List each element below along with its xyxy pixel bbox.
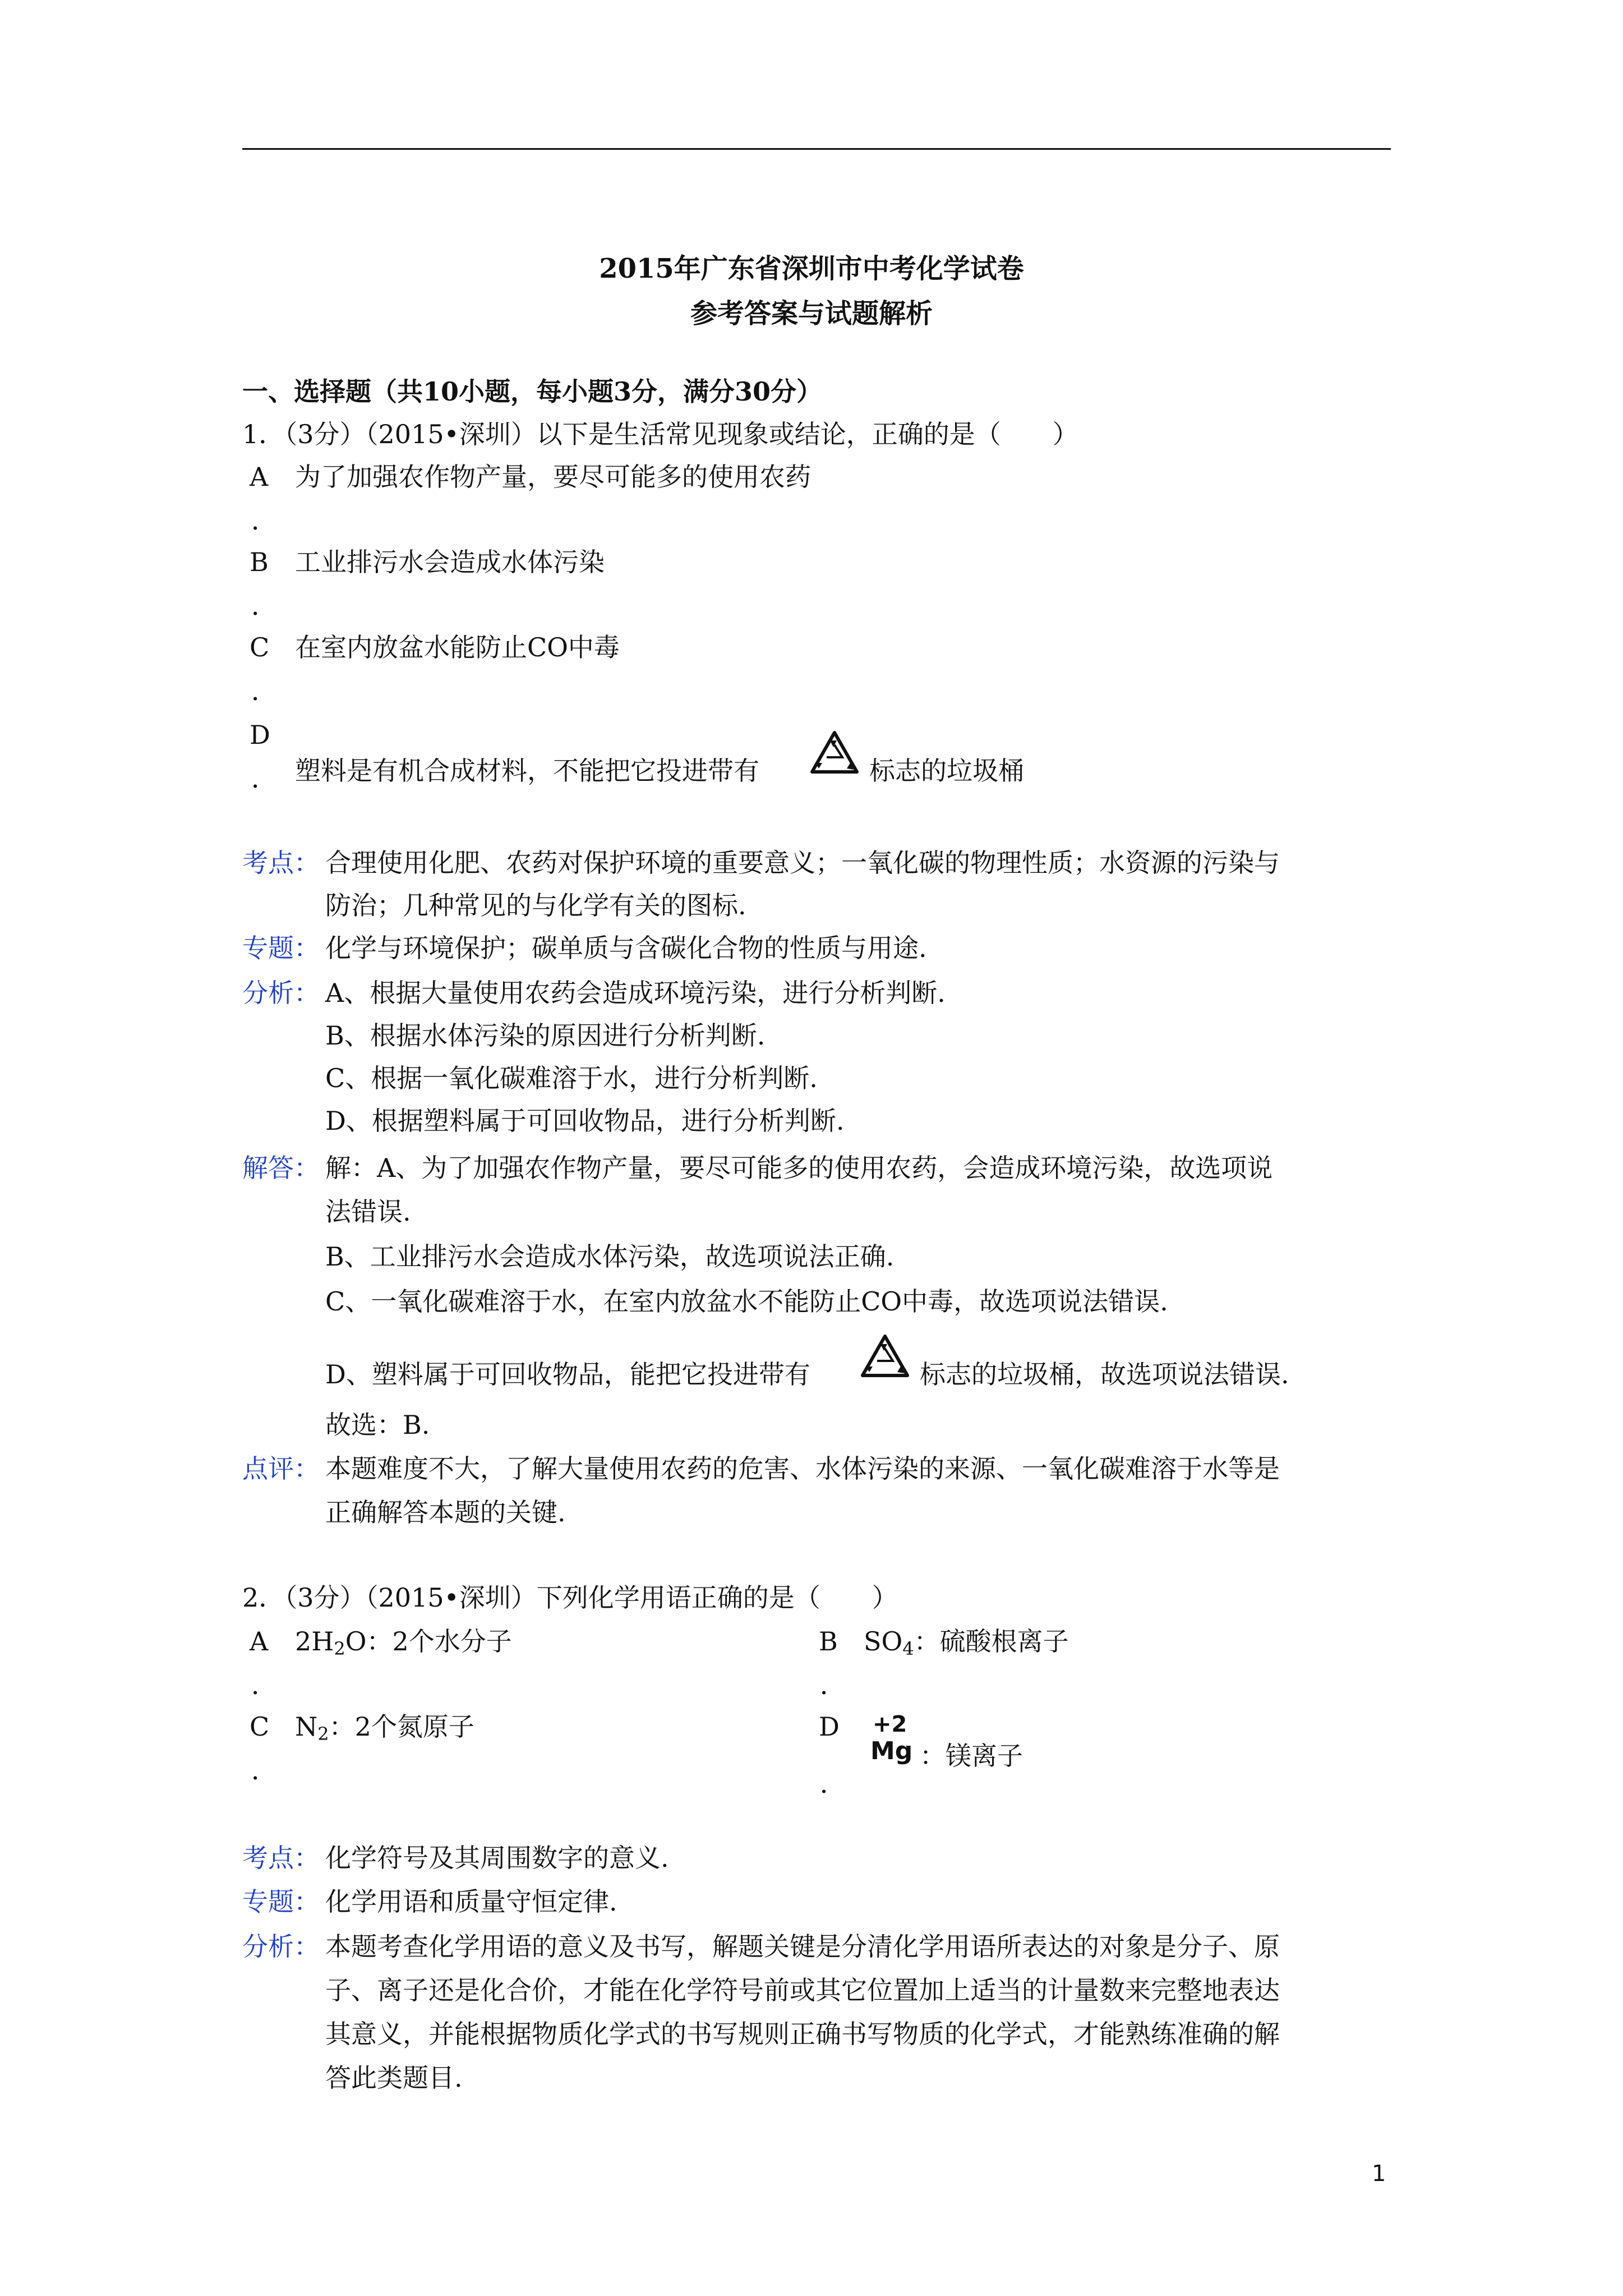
recycle-icon [808, 729, 861, 777]
q1-fenxi-label: 分析： [242, 978, 320, 1008]
header-rule [242, 148, 1391, 150]
q2-option-c-letter: C [250, 1711, 270, 1742]
q1-jieda-d-before: D、塑料属于可回收物品，能把它投进带有 [325, 1359, 810, 1389]
page-title: 2015年广东省深圳市中考化学试卷 [599, 253, 1024, 284]
recycle-icon [858, 1333, 912, 1381]
q2-option-a-dot: ． [251, 1670, 277, 1700]
q2-option-d-text: ：镁离子 [920, 1741, 1023, 1771]
q1-option-c-letter: C [250, 632, 270, 662]
q1-option-d-letter: D [250, 720, 270, 750]
q1-zhuanti-label: 专题： [242, 933, 320, 963]
page-number: 1 [1372, 2161, 1386, 2187]
q1-zhuanti-text: 化学与环境保护；碳单质与含碳化合物的性质与用途. [325, 933, 927, 963]
q1-fenxi-line-3: C、根据一氧化碳难溶于水，进行分析判断. [325, 1063, 818, 1093]
q1-jieda-line-4: C、一氧化碳难溶于水，在室内放盆水不能防止CO中毒，故选项说法错误. [325, 1286, 1168, 1317]
q1-option-a-dot: ． [251, 505, 277, 536]
q1-option-b-letter: B [250, 547, 269, 577]
q2-zhuanti-label: 专题： [242, 1887, 320, 1917]
q1-dianping-label: 点评： [242, 1453, 320, 1484]
q1-option-b-text: 工业排污水会造成水体污染 [295, 547, 605, 577]
q2-option-d-letter: D [819, 1711, 840, 1742]
q1-jieda-label: 解答： [242, 1153, 320, 1183]
q2-fenxi-line-2: 子、离子还是化合价，才能在化学符号前或其它位置加上适当的计量数来完整地表达 [325, 1975, 1280, 2005]
q1-dianping-line-1: 本题难度不大，了解大量使用农药的危害、水体污染的来源、一氧化碳难溶于水等是 [325, 1453, 1280, 1484]
q1-jieda-line-2: 法错误. [325, 1197, 411, 1227]
q1-option-d-dot: ． [251, 763, 277, 794]
q2-fenxi-label: 分析： [242, 1931, 320, 1962]
q1-option-a-letter: A [250, 462, 269, 492]
q2-fenxi-line-3: 其意义，并能根据物质化学式的书写规则正确书写物质的化学式，才能熟练准确的解 [325, 2019, 1280, 2049]
q2-option-c-text: $N_2$：2个氮原子 [295, 1711, 474, 1745]
q1-option-d-text-after: 标志的垃圾桶 [869, 756, 1024, 786]
q2-option-b-dot: ． [820, 1670, 846, 1700]
q1-kaodian-line-2: 防治；几种常见的与化学有关的图标. [325, 890, 746, 921]
question-1-stem: 1．（3分）（2015•深圳）以下是生活常见现象或结论，正确的是（ ） [242, 419, 1078, 449]
q1-kaodian-label: 考点： [242, 848, 320, 878]
q2-option-b-text: $SO_4$：硫酸根离子 [864, 1626, 1069, 1659]
q1-answer: 故选：B. [325, 1410, 430, 1440]
q1-option-b-dot: ． [251, 591, 277, 621]
q1-fenxi-line-2: B、根据水体污染的原因进行分析判断. [325, 1020, 766, 1051]
q2-option-d-element: Mg [870, 1737, 913, 1765]
q2-option-d-charge: +2 [873, 1711, 907, 1737]
q2-option-b-letter: B [819, 1626, 838, 1657]
q1-option-c-text: 在室内放盆水能防止CO中毒 [295, 632, 620, 662]
q1-jieda-d-after: 标志的垃圾桶，故选项说法错误. [920, 1359, 1289, 1389]
q2-option-a-text: $2H_2O$：2个水分子 [295, 1626, 512, 1659]
q2-zhuanti-text: 化学用语和质量守恒定律. [325, 1887, 617, 1917]
section-heading: 一、选择题（共10小题，每小题3分，满分30分） [242, 376, 823, 407]
page-subtitle: 参考答案与试题解析 [690, 298, 933, 329]
q1-dianping-line-2: 正确解答本题的关键. [325, 1497, 566, 1527]
q2-fenxi-line-4: 答此类题目. [325, 2063, 463, 2093]
q1-option-a-text: 为了加强农作物产量，要尽可能多的使用农药 [295, 462, 811, 492]
q1-kaodian-line-1: 合理使用化肥、农药对保护环境的重要意义；一氧化碳的物理性质；水资源的污染与 [325, 848, 1280, 878]
q2-option-d-dot: ． [820, 1769, 846, 1799]
question-2-stem: 2．（3分）（2015•深圳）下列化学用语正确的是（ ） [242, 1582, 898, 1613]
q1-option-c-dot: ． [251, 676, 277, 706]
q1-fenxi-line-4: D、根据塑料属于可回收物品，进行分析判断. [325, 1106, 845, 1136]
q1-fenxi-line-1: A、根据大量使用农药会造成环境污染，进行分析判断. [325, 978, 946, 1008]
q2-kaodian-text: 化学符号及其周围数字的意义. [325, 1843, 669, 1873]
q1-jieda-line-1: 解：A、为了加强农作物产量，要尽可能多的使用农药，会造成环境污染，故选项说 [325, 1153, 1273, 1183]
q2-fenxi-line-1: 本题考查化学用语的意义及书写，解题关键是分清化学用语所表达的对象是分子、原 [325, 1931, 1280, 1962]
q2-kaodian-label: 考点： [242, 1843, 320, 1873]
q1-jieda-line-3: B、工业排污水会造成水体污染，故选项说法正确. [325, 1241, 895, 1272]
q2-option-c-dot: ． [251, 1755, 277, 1786]
q1-option-d-text-before: 塑料是有机合成材料，不能把它投进带有 [295, 756, 759, 786]
q2-option-a-letter: A [250, 1626, 269, 1657]
